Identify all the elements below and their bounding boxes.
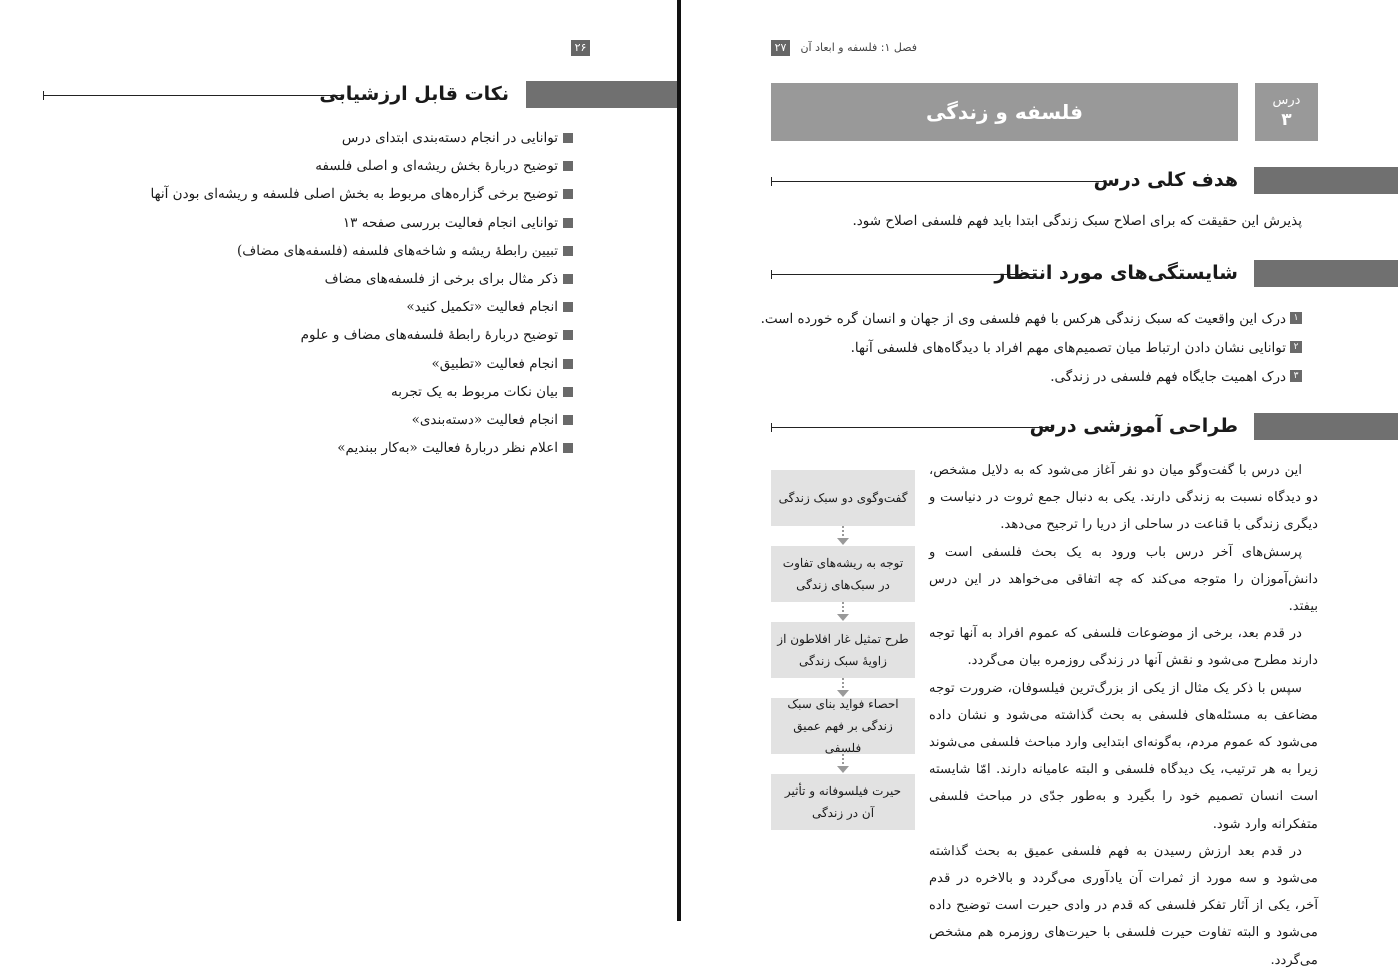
list-item: ۱ درک این واقعیت که سبک زندگی هرکس با فهم فلسفی وی از جهان و انسان گره خورده است. [761, 305, 1302, 334]
list-item: توضیح دربارهٔ بخش ریشه‌ای و اصلی فلسفه [151, 152, 573, 180]
section-title: طراحی آموزشی درس [1029, 415, 1238, 437]
goal-text: پذیرش این حقیقت که برای اصلاح سبک زندگی ابتدا باید فهم فلسفی اصلاح شود. [852, 213, 1302, 229]
bullet-square-icon [563, 246, 573, 256]
list-item: تبیین رابطهٔ ریشه و شاخه‌های فلسفه (فلسفه‌های مضاف) [151, 237, 573, 265]
competencies-list [761, 305, 1302, 392]
list-item: ۲ توانایی نشان دادن ارتباط میان تصمیم‌های مهم افراد با دیدگاه‌های فلسفی آنها. [761, 334, 1302, 363]
flow-step: احصاء فواید بنای سبک زندگی بر فهم عمیق فلسفی [771, 698, 915, 754]
list-item: انجام فعالیت «تکمیل کنید» [151, 293, 573, 321]
list-item: ۳ درک اهمیت جایگاه فهم فلسفی در زندگی. [761, 363, 1302, 392]
design-body-text [929, 457, 1318, 974]
flow-step: حیرت فیلسوفانه و تأثیر آن در زندگی [771, 774, 915, 830]
flow-step: توجه به ریشه‌های تفاوت در سبک‌های زندگی [771, 546, 915, 602]
page-number-left: ۲۶ [571, 40, 590, 56]
bullet-square-icon [563, 387, 573, 397]
assessment-list [151, 124, 573, 462]
bullet-square-icon [563, 330, 573, 340]
arrow-down-icon [836, 526, 850, 546]
paragraph: سپس با ذکر یک مثال از یکی از بزرگ‌ترین فیلسوفان، ضرورت توجه مضاعف به مسئله‌های فلسفی به بحث گذاشته می‌شود و نشان داده می‌شود که عموم مردم، به‌گونه‌ای ابتدایی وارد مباحث فلسفی می‌شوند زیرا به هر ترتیب، یک دیدگاه فلسفی و البته عامیانه دارند. امّا شایسته است انسان تصمیم خود را بگیرد و به‌طور جدّی در مباحث فلسفی متفکرانه وارد شود. [929, 680, 1318, 832]
lesson-number: ۳ [1281, 110, 1292, 130]
list-item: توانایی انجام فعالیت بررسی صفحه ۱۳ [151, 209, 573, 237]
section-header-design [771, 413, 1398, 440]
page-number-right: ۲۷ [771, 40, 790, 56]
bullet-square-icon [563, 359, 573, 369]
lesson-label: درس [1272, 93, 1301, 108]
bullet-square-icon [563, 302, 573, 312]
section-bar [526, 81, 677, 108]
number-badge: ۳ [1290, 370, 1302, 382]
lesson-number-box [1255, 83, 1318, 141]
section-rule [771, 427, 1051, 428]
list-item: انجام فعالیت «تطبیق» [151, 350, 573, 378]
section-header-assessment [0, 81, 677, 108]
number-badge: ۱ [1290, 312, 1302, 324]
list-item: ذکر مثال برای برخی از فلسفه‌های مضاف [151, 265, 573, 293]
chapter-header-text: فصل ۱: فلسفه و ابعاد آن [800, 41, 917, 54]
section-rule [43, 95, 343, 96]
section-header-goal [771, 167, 1398, 194]
paragraph: در قدم بعد، برخی از موضوعات فلسفی که عموم افراد به آنها توجه دارند مطرح می‌شود و نقش آنها در زندگی روزمره بیان می‌گردد. [929, 626, 1318, 669]
bullet-square-icon [563, 189, 573, 199]
paragraph: پرسش‌های آخر درس باب ورود به یک بحث فلسفی است و دانش‌آموزان را متوجه می‌کند که چه اتفاقی می‌خواهد در این درس بیفتد. [929, 544, 1318, 615]
paragraph: در قدم بعد ارزش رسیدن به فهم فلسفی عمیق به بحث گذاشته می‌شود و سه مورد از ثمرات آن یادآوری می‌گردد و بالاخره در قدم آخر، یکی از آثار تفکر فلسفی که قدم در وادی حیرت است توضیح داده می‌شود و البته تفاوت حیرت فلسفی با حیرت‌های روزمره هم مشخص می‌گردد. [929, 843, 1318, 968]
section-bar [1254, 260, 1398, 287]
page-divider [677, 0, 681, 921]
section-title: شایستگی‌های مورد انتظار [994, 262, 1238, 284]
section-bar [1254, 167, 1398, 194]
bullet-square-icon [563, 274, 573, 284]
arrow-down-icon [836, 602, 850, 622]
list-item: بیان نکات مربوط به یک تجربه [151, 378, 573, 406]
bullet-square-icon [563, 443, 573, 453]
lesson-title-box [771, 83, 1238, 141]
arrow-down-icon [836, 754, 850, 774]
lesson-title: فلسفه و زندگی [926, 100, 1083, 124]
section-title: نکات قابل ارزشیابی [319, 83, 509, 105]
section-rule [771, 181, 1105, 182]
section-header-competencies [771, 260, 1398, 287]
list-item: توضیح برخی گزاره‌های مربوط به بخش اصلی فلسفه و ریشه‌ای بودن آنها [151, 180, 573, 208]
bullet-square-icon [563, 161, 573, 171]
list-item: انجام فعالیت «دسته‌بندی» [151, 406, 573, 434]
running-header [771, 40, 921, 58]
number-badge: ۲ [1290, 341, 1302, 353]
list-item: توانایی در انجام دسته‌بندی ابتدای درس [151, 124, 573, 152]
flow-step: گفت‌وگوی دو سبک زندگی [771, 470, 915, 526]
list-item: توضیح دربارهٔ رابطهٔ فلسفه‌های مضاف و علوم [151, 321, 573, 349]
bullet-square-icon [563, 415, 573, 425]
bullet-square-icon [563, 218, 573, 228]
flow-step: طرح تمثیل غار افلاطون از زاویهٔ سبک زندگی [771, 622, 915, 678]
section-title: هدف کلی درس [1093, 169, 1238, 191]
paragraph: این درس با گفت‌وگو میان دو نفر آغاز می‌شود که به دلایل مشخص، دو دیدگاه نسبت به زندگی دارند. یکی به دنبال جمع ثروت در دنیاست و دیگری زندگی با قناعت در ساحلی از دریا را ترجیح می‌دهد. [929, 463, 1318, 533]
list-item: اعلام نظر دربارهٔ فعالیت «به‌کار ببندیم» [151, 434, 573, 462]
bullet-square-icon [563, 133, 573, 143]
section-bar [1254, 413, 1398, 440]
